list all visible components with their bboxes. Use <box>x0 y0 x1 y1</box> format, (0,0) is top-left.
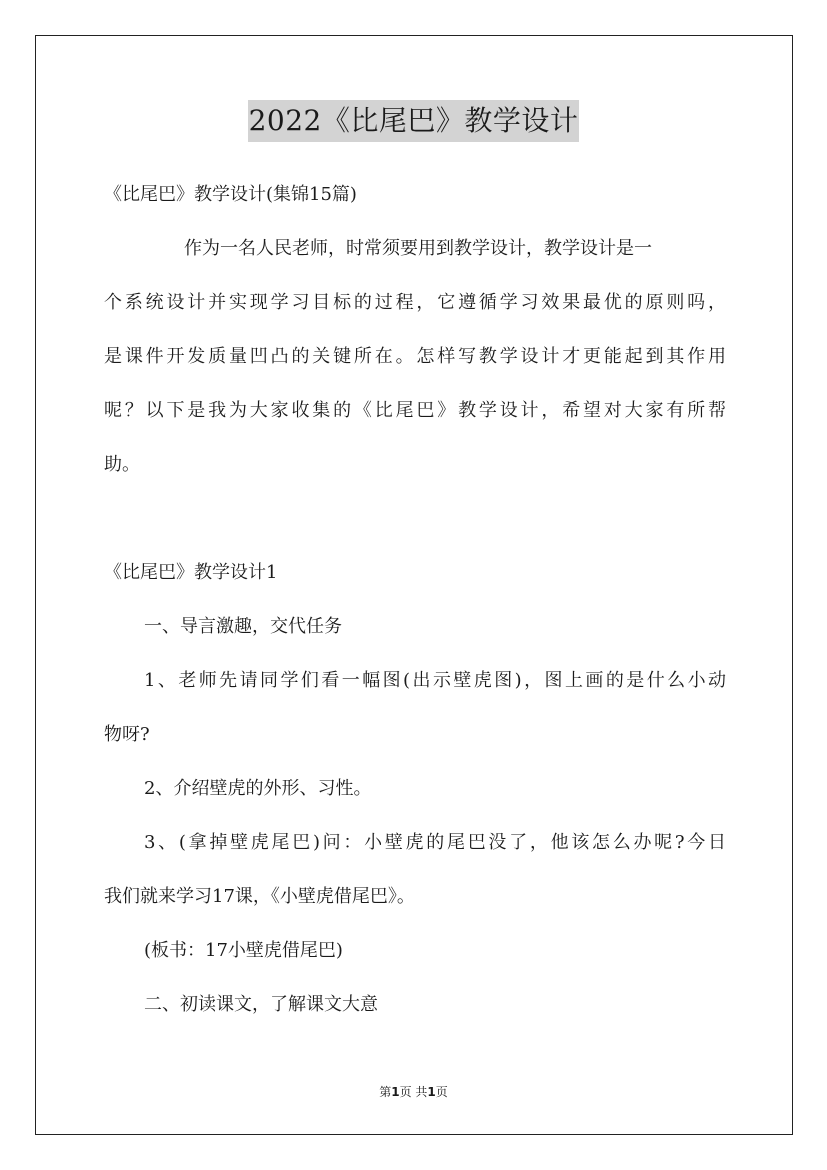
intro-line-1: 作为一名人民老师，时常须要用到教学设计，教学设计是一 <box>184 238 652 259</box>
footer-mid: 页 共 <box>399 1085 428 1099</box>
footer-page-current: 1 <box>391 1085 400 1099</box>
document-title-wrapper <box>0 100 827 142</box>
footer-page-total: 1 <box>427 1085 436 1099</box>
intro-line-4: 呢？以下是我为大家收集的《比尾巴》教学设计，希望对大家有所帮 <box>104 400 726 421</box>
part2-heading: 二、初读课文，了解课文大意 <box>144 994 378 1015</box>
document-subtitle: 《比尾巴》教学设计(集锦15篇) <box>104 184 357 205</box>
item3-line-1: 3、(拿掉壁虎尾巴)问：小壁虎的尾巴没了，他该怎么办呢?今日 <box>144 832 726 853</box>
document-title: 2022《比尾巴》教学设计 <box>248 100 580 142</box>
part1-heading: 一、导言激趣，交代任务 <box>144 616 342 637</box>
item1-line-1: 1、老师先请同学们看一幅图(出示壁虎图)，图上画的是什么小动 <box>144 670 726 691</box>
item3-line-2: 我们就来学习17课，《小壁虎借尾巴》。 <box>104 886 415 907</box>
footer-suffix: 页 <box>435 1085 448 1099</box>
intro-line-2: 个系统设计并实现学习目标的过程，它遵循学习效果最优的原则吗， <box>104 292 726 313</box>
board-note: (板书：17小壁虎借尾巴) <box>144 940 343 961</box>
footer-prefix: 第 <box>379 1085 392 1099</box>
page-footer <box>0 1083 827 1100</box>
item2: 2、介绍壁虎的外形、习性。 <box>144 778 372 799</box>
item1-line-2: 物呀? <box>104 724 150 745</box>
intro-line-3: 是课件开发质量凹凸的关键所在。怎样写教学设计才更能起到其作用 <box>104 346 726 367</box>
intro-line-5: 助。 <box>104 454 140 475</box>
section-heading: 《比尾巴》教学设计1 <box>104 562 278 583</box>
